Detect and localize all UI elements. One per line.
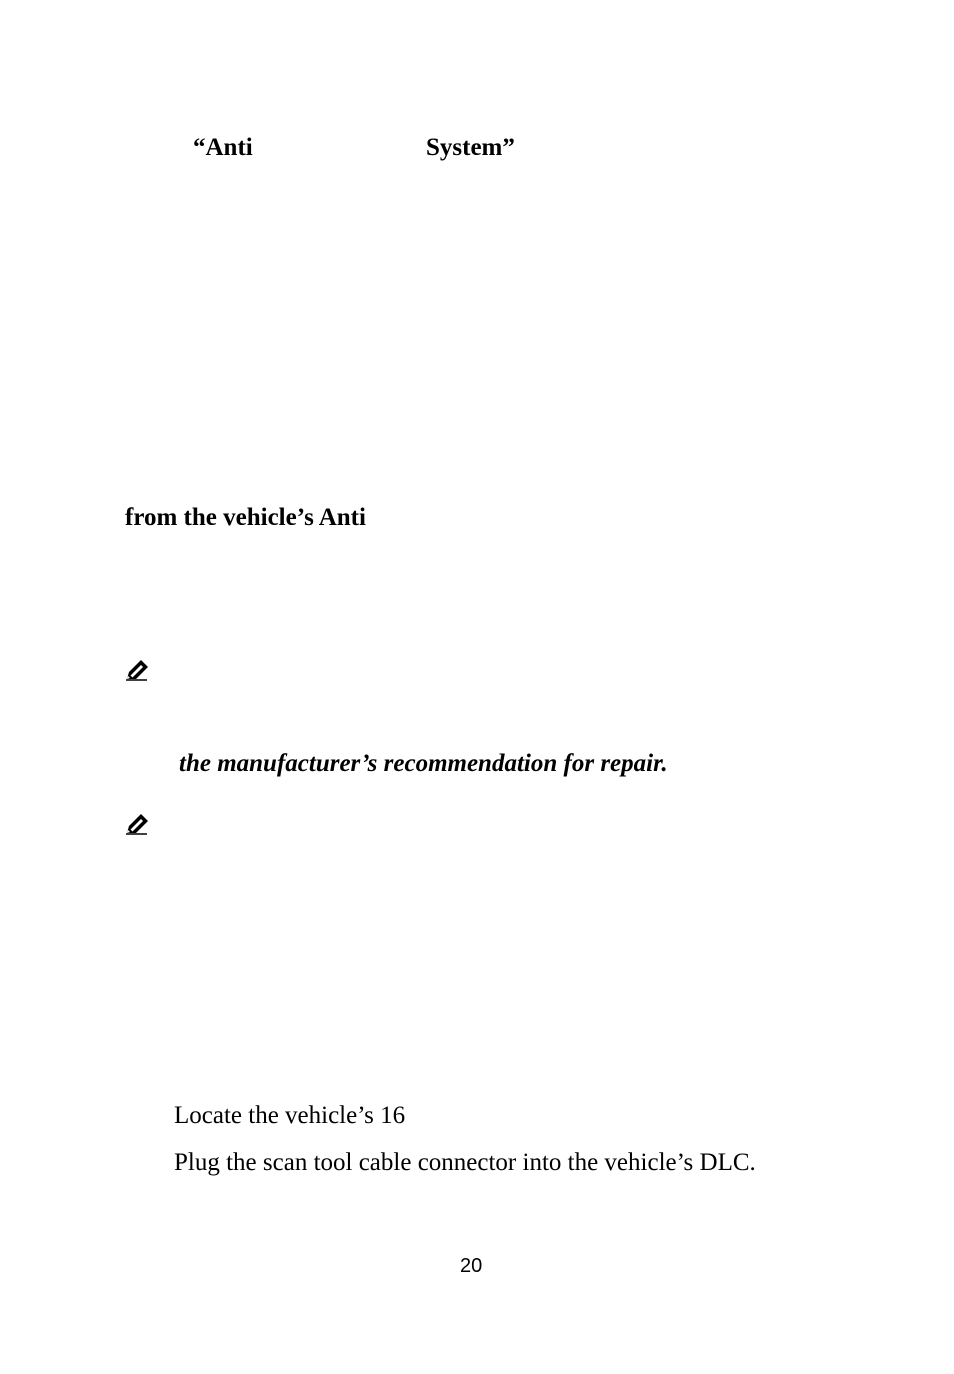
page-number: 20 bbox=[460, 1255, 483, 1277]
section-title: from the vehicle’s Anti bbox=[125, 504, 366, 531]
heading-right: System” bbox=[426, 134, 515, 161]
note-text: the manufacturer’s recommendation for repair. bbox=[179, 750, 668, 777]
step-plug-cable: Plug the scan tool cable connector into the vehicle’s DLC. bbox=[174, 1149, 756, 1176]
pencil-note-icon bbox=[125, 813, 149, 835]
step-locate-dlc: Locate the vehicle’s 16 bbox=[174, 1102, 406, 1129]
heading-left: “Anti bbox=[193, 134, 253, 161]
pencil-note-icon bbox=[125, 659, 149, 681]
